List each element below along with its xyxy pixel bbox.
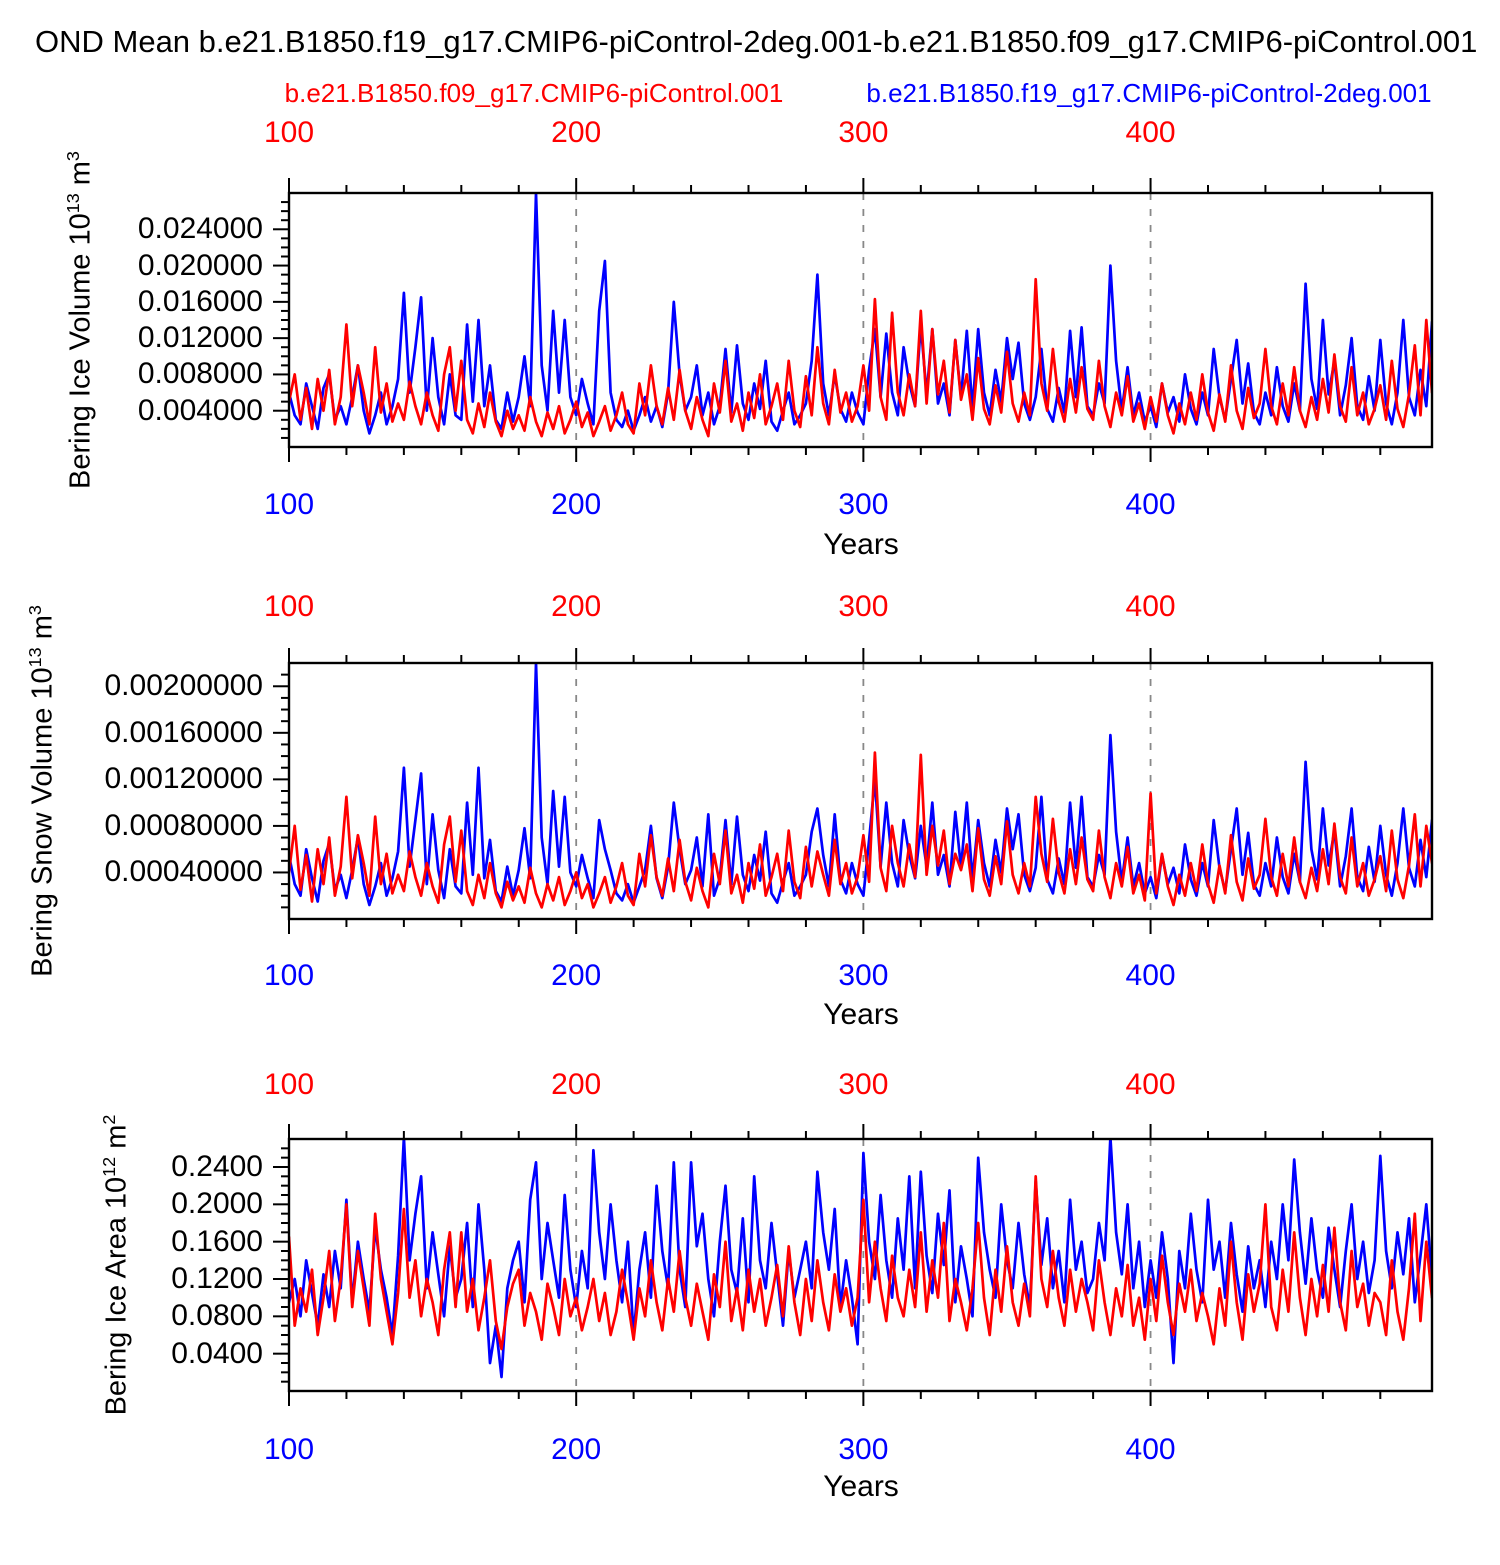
y-tick-label-0.00160000: 0.00160000 (104, 715, 263, 749)
y-tick-label-0.00200000: 0.00200000 (104, 669, 263, 703)
x-tick-label-bottom-200: 200 (551, 959, 602, 992)
y-axis-title-unit: m (26, 615, 59, 648)
y-tick-label-0.00080000: 0.00080000 (104, 808, 263, 842)
x-tick-label-top-300: 300 (838, 1068, 889, 1101)
y-tick-label-0.008000: 0.008000 (137, 357, 263, 391)
y-axis-title-text: Bering Snow Volume 10 (26, 667, 59, 977)
x-tick-label-top-200: 200 (551, 116, 602, 149)
y-tick-label-0.0400: 0.0400 (171, 1336, 263, 1370)
x-tick-label-bottom-200: 200 (551, 488, 602, 521)
y-tick-label-0.2000: 0.2000 (171, 1187, 263, 1221)
y-tick-label-0.004000: 0.004000 (137, 393, 263, 427)
x-tick-label-bottom-400: 400 (1125, 488, 1176, 521)
x-tick-label-top-400: 400 (1125, 1068, 1176, 1101)
x-tick-label-top-100: 100 (263, 590, 315, 623)
x-tick-label-top-300: 300 (838, 116, 889, 149)
y-tick-label-0.1200: 0.1200 (171, 1262, 263, 1295)
y-axis-title-text: Bering Ice Area 10 (100, 1176, 133, 1416)
y-tick-label-0.016000: 0.016000 (137, 284, 263, 318)
y-tick-label-0.00040000: 0.00040000 (104, 855, 263, 889)
y-axis-title-text: Bering Ice Volume 10 (64, 213, 97, 489)
y-axis-title-unit-exponent: 3 (63, 151, 83, 162)
x-tick-label-bottom-400: 400 (1125, 1433, 1176, 1466)
series-line-red (289, 1176, 1432, 1349)
x-tick-label-top-400: 400 (1125, 116, 1176, 149)
x-tick-label-top-100: 100 (263, 1068, 315, 1101)
legend-red-label: b.e21.B1850.f09_g17.CMIP6-piControl.001 (284, 78, 784, 108)
y-axis-title-unit-exponent: 3 (25, 605, 45, 616)
x-tick-label-bottom-200: 200 (551, 1433, 602, 1466)
x-tick-label-top-300: 300 (838, 590, 889, 623)
y-tick-label-0.2400: 0.2400 (171, 1150, 263, 1183)
page-title: OND Mean b.e21.B1850.f19_g17.CMIP6-piControl-2deg.001-b.e21.B1850.f09_g17.CMIP6-piControl.001 (35, 24, 1478, 59)
plot-frame (289, 663, 1432, 919)
y-tick-label-0.1600: 0.1600 (171, 1224, 263, 1258)
x-tick-label-bottom-300: 300 (838, 488, 889, 521)
legend-blue-label: b.e21.B1850.f19_g17.CMIP6-piControl-2deg.001 (866, 78, 1432, 108)
x-tick-label-top-200: 200 (551, 1068, 602, 1101)
y-axis-title-exponent: 13 (25, 647, 45, 668)
x-tick-label-bottom-100: 100 (263, 488, 315, 521)
x-tick-label-bottom-300: 300 (838, 959, 889, 992)
y-tick-label-0.0800: 0.0800 (171, 1299, 263, 1333)
x-tick-label-top-400: 400 (1125, 590, 1176, 623)
plot-frame (289, 193, 1432, 447)
x-axis-title-panel3: Years (823, 1470, 899, 1503)
x-tick-label-bottom-100: 100 (263, 1433, 315, 1466)
y-axis-title-exponent: 12 (99, 1156, 119, 1177)
x-tick-label-bottom-100: 100 (263, 959, 315, 992)
y-axis-title-unit: m (100, 1124, 133, 1157)
x-tick-label-top-100: 100 (263, 116, 315, 149)
y-axis-title-unit-exponent: 2 (99, 1114, 119, 1125)
y-axis-title-exponent: 13 (63, 193, 83, 214)
y-tick-label-0.024000: 0.024000 (137, 212, 263, 246)
x-tick-label-bottom-300: 300 (838, 1433, 889, 1466)
x-axis-title-panel1: Years (823, 528, 899, 561)
x-tick-label-bottom-400: 400 (1125, 959, 1176, 992)
y-tick-label-0.00120000: 0.00120000 (104, 762, 263, 796)
y-tick-label-0.012000: 0.012000 (137, 321, 263, 355)
y-axis-title-ice-volume (63, 20, 101, 620)
y-axis-title-unit: m (64, 161, 97, 194)
y-tick-label-0.020000: 0.020000 (137, 248, 263, 282)
x-tick-label-top-200: 200 (551, 590, 602, 623)
x-axis-title-panel2: Years (823, 998, 899, 1031)
